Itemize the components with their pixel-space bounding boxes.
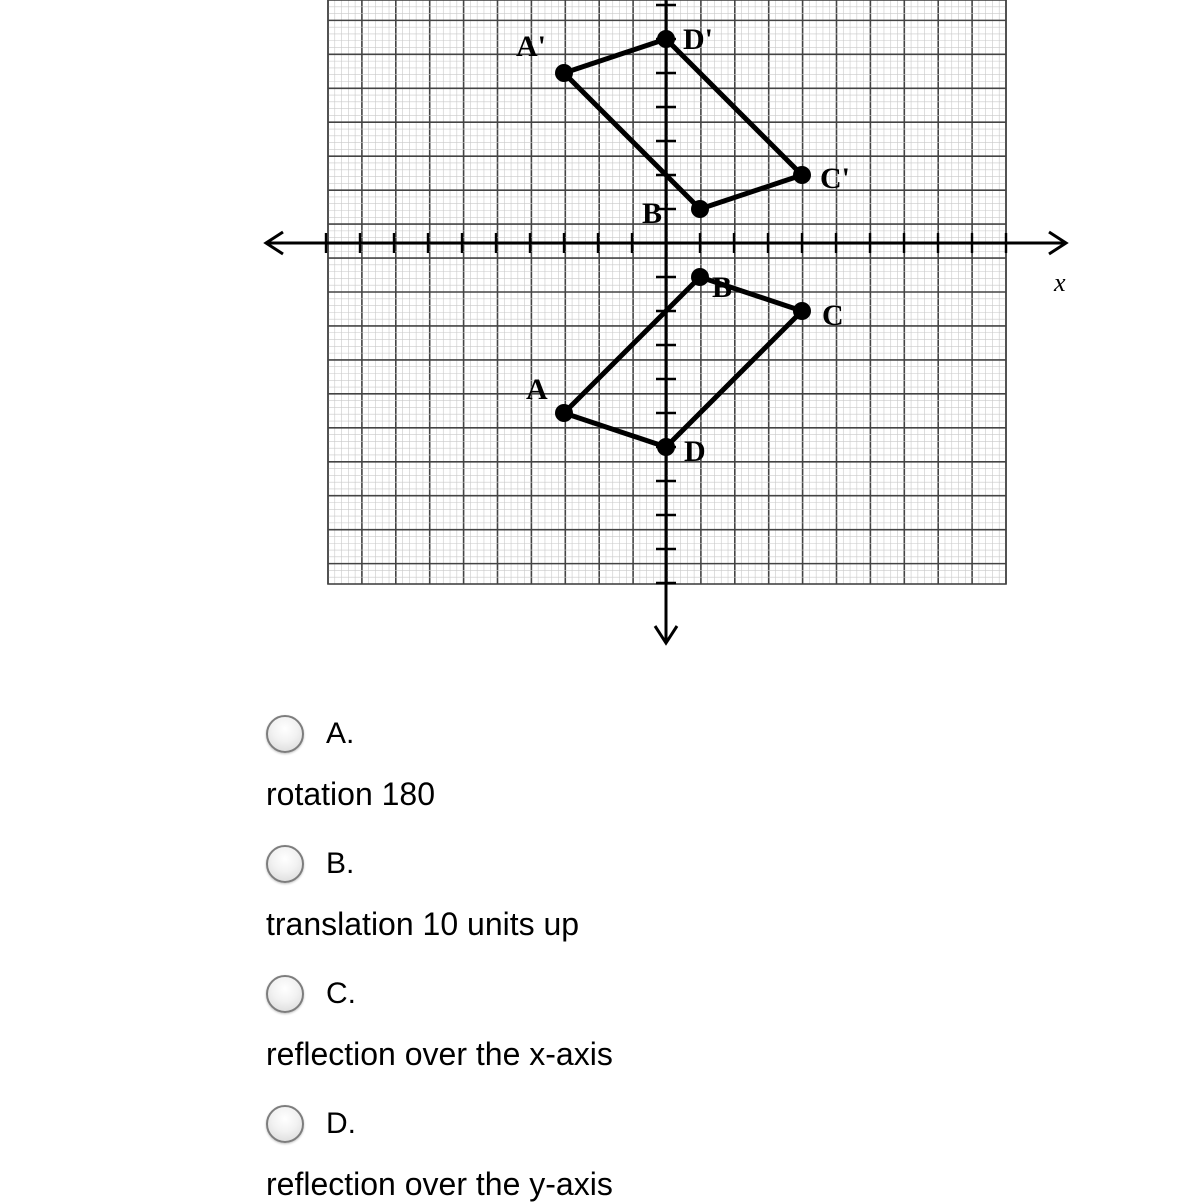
- choice-c[interactable]: [266, 972, 966, 1074]
- choice-a[interactable]: [266, 712, 966, 814]
- radio-button-a[interactable]: [266, 715, 304, 753]
- point-label-d: D: [684, 435, 706, 468]
- point-label-a2: A': [516, 30, 546, 63]
- radio-button-b[interactable]: [266, 845, 304, 883]
- choice-c-letter: C.: [326, 977, 356, 1010]
- point-d2: [657, 30, 675, 48]
- point-label-b: B: [712, 271, 733, 304]
- choice-a-text: rotation 180: [266, 776, 436, 812]
- point-a2: [555, 64, 573, 82]
- point-c: [793, 302, 811, 320]
- point-c2: [793, 166, 811, 184]
- point-label-d2: D': [683, 23, 713, 56]
- point-b2: [691, 200, 709, 218]
- choice-b[interactable]: [266, 842, 966, 944]
- point-b: [691, 268, 709, 286]
- radio-button-d[interactable]: [266, 1105, 304, 1143]
- point-a: [555, 404, 573, 422]
- point-label-b2: B': [642, 197, 671, 230]
- point-label-c: C: [822, 299, 844, 332]
- choice-c-text: reflection over the x-axis: [266, 1036, 613, 1072]
- point-d: [657, 438, 675, 456]
- choice-b-text: translation 10 units up: [266, 906, 580, 942]
- choice-d[interactable]: [266, 1102, 966, 1204]
- point-label-a: A: [526, 373, 548, 406]
- point-label-c2: C': [820, 162, 850, 195]
- choice-d-text: reflection over the y-axis: [266, 1166, 613, 1202]
- choice-b-letter: B.: [326, 847, 355, 880]
- radio-button-c[interactable]: [266, 975, 304, 1013]
- x-axis-label: x: [1054, 268, 1066, 297]
- axes: [266, 0, 1066, 643]
- choice-d-letter: D.: [326, 1107, 356, 1140]
- choice-a-letter: A.: [326, 717, 355, 750]
